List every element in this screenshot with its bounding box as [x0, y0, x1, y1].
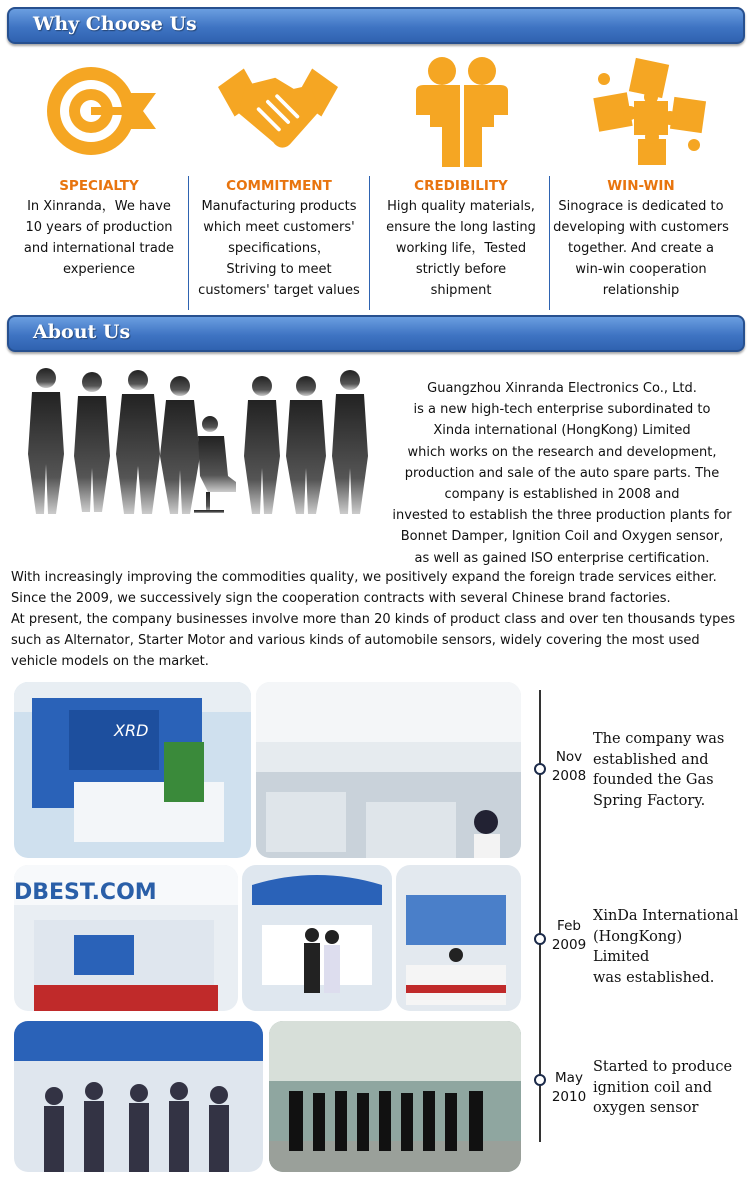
timeline-date: May 2010 — [551, 1070, 587, 1105]
timeline-event-text: The company was established and founded the Gas Spring Factory. — [593, 731, 725, 809]
exhibition-booth-photo-3 — [396, 865, 521, 1011]
column-divider — [549, 176, 550, 310]
timeline-dot — [534, 763, 546, 775]
target-icon — [39, 55, 159, 167]
exhibition-booth-photo-1 — [14, 865, 238, 1011]
win-win-title: WIN-WIN — [607, 178, 675, 194]
about-body: With increasingly improving the commodities quality, we positively expand the foreign trade services either. Since the 2009, we successively sign the cooperation contracts with several Chinese brand factories. At present, the company businesses involve more than 20 kinds of product class and over ten thousands types such as Alternator, Starter Motor and various kinds of automobile sensors, widely covering the most used vehicle models on the market. — [11, 570, 736, 669]
win-win-text: Sinograce is dedicated to developing with customers together. And create a win-win cooperation relationship — [553, 199, 729, 298]
win-win-column — [551, 176, 731, 301]
specialty-title: SPECIALTY — [59, 178, 139, 194]
reception-photo — [14, 682, 251, 858]
handshake-icon — [218, 55, 338, 167]
timeline-dot — [534, 933, 546, 945]
team-silhouettes-image — [14, 364, 374, 524]
about-us-banner — [7, 315, 745, 352]
exhibition-booth-photo-2 — [242, 865, 392, 1011]
credibility-text: High quality materials, ensure the long lasting working life，Tested strictly before shipment — [386, 199, 536, 298]
partners-icon — [402, 55, 522, 167]
credibility-column — [371, 176, 551, 301]
column-divider — [369, 176, 370, 310]
about-intro: Guangzhou Xinranda Electronics Co., Ltd. is a new high-tech enterprise subordinated to Xinda international (HongKong) Limited which works on the research and development, production and sale of the auto spare parts. The company is established in 2008 and invested to establish the three production plants for Bonnet Damper, Ignition Coil and Oxygen sensor, as well as gained ISO enterprise certification. — [392, 381, 732, 566]
puzzle-icon — [590, 55, 710, 167]
about-us-title: About Us — [33, 321, 131, 343]
specialty-column — [9, 176, 189, 280]
timeline-event-text: Started to produce ignition coil and oxygen sensor — [593, 1059, 733, 1116]
exhibition-team-photo — [14, 1021, 263, 1172]
credibility-title: CREDIBILITY — [414, 178, 508, 194]
office-photo — [256, 682, 521, 858]
timeline-date: Feb 2009 — [551, 918, 587, 953]
staff-group-photo — [269, 1021, 521, 1172]
svg-text:DBEST.COM: DBEST.COM — [14, 880, 157, 905]
commitment-title: COMMITMENT — [226, 178, 332, 194]
timeline-event-text: XinDa International (HongKong) Limited was established. — [593, 908, 739, 986]
timeline-dot — [534, 1074, 546, 1086]
why-choose-us-title: Why Choose Us — [33, 13, 197, 35]
commitment-text: Manufacturing products which meet customers' specifications， Striving to meet customers' target values — [198, 199, 360, 298]
specialty-text: In Xinranda，We have 10 years of production and international trade experience — [23, 199, 175, 277]
why-choose-us-banner — [7, 7, 745, 44]
timeline-date: Nov 2008 — [551, 749, 587, 784]
commitment-column — [189, 176, 369, 301]
svg-text:XRD: XRD — [114, 721, 149, 740]
